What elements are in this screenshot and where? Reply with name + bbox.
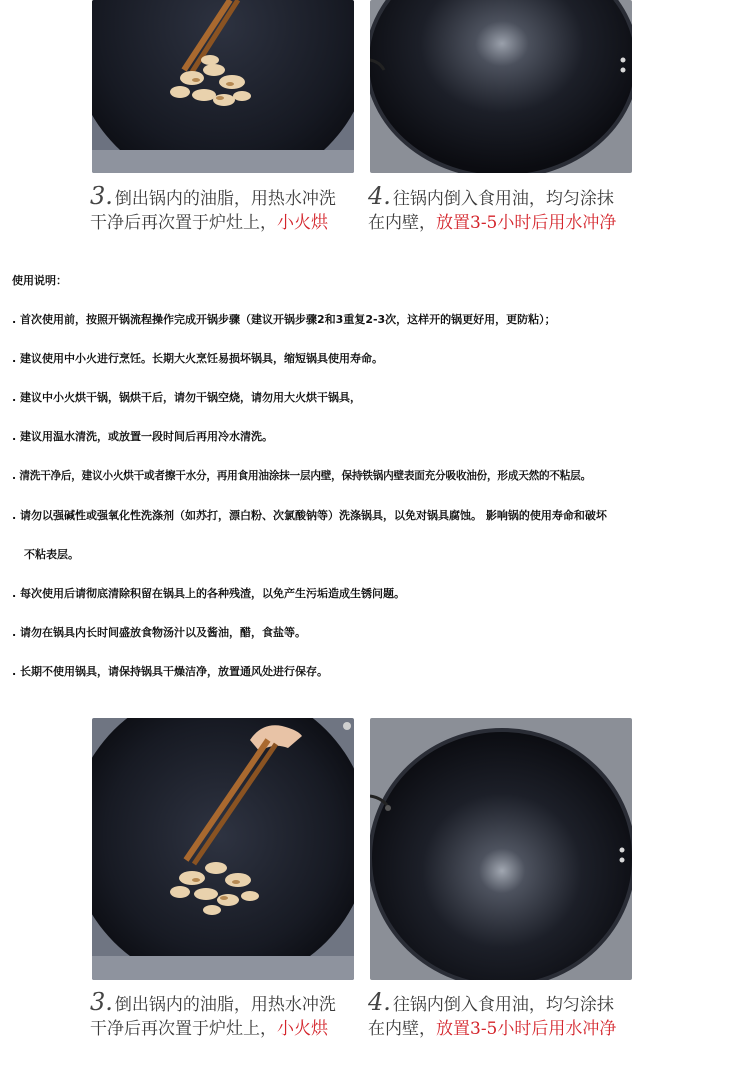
instruction-item-1: . 首次使用前，按照开锅流程操作完成开锅步骤（建议开锅步骤2和3重复2-3次，这样开的锅更好用，更防粘）； [12,313,556,326]
step4-number-bottom: 4. [368,988,391,1016]
step3-highlight-bottom: 小火烘 [277,1019,328,1039]
step3-number: 3. [90,182,113,210]
step3-text-line2-bottom: 干净后再次置于炉灶上， [90,1019,277,1039]
instructions-title: 使用说明： [12,274,67,287]
step4-text-line2: 在内壁， [368,213,436,233]
step4-text-line2-bottom: 在内壁， [368,1019,436,1039]
step4-caption-line2 [368,211,616,235]
instruction-item-7: . 每次使用后请彻底清除积留在锅具上的各种残渣，以免产生污垢造成生锈问题。 [12,587,406,600]
step3-highlight: 小火烘 [277,213,328,233]
step3-caption-line1 [90,184,336,211]
step4-caption-bottom [368,990,616,1041]
step3-caption-bottom-line2 [90,1017,336,1041]
instruction-item-9: . 长期不使用锅具，请保持锅具干燥洁净，放置通风处进行保存。 [12,665,329,678]
step4-highlight-bottom: 放置3-5小时后用水冲净 [436,1019,617,1039]
step3-caption-line2 [90,211,336,235]
step4-highlight: 放置3-5小时后用水冲净 [436,213,617,233]
photo-step3-frying-bottom [92,718,354,980]
step3-caption-bottom-line1 [90,990,336,1017]
step3-number-bottom: 3. [90,988,113,1016]
step4-number: 4. [368,182,391,210]
instruction-item-6-continued: 不粘表层。 [24,548,79,561]
step4-text-line1-bottom: 往锅内倒入食用油，均匀涂抹 [392,995,614,1015]
step3-text-line2: 干净后再次置于炉灶上， [90,213,277,233]
instruction-item-3: . 建议中小火烘干锅，锅烘干后，请勿干锅空烧，请勿用大火烘干锅具， [12,391,362,404]
step3-text-line1-bottom: 倒出锅内的油脂，用热水冲洗 [114,995,336,1015]
instruction-item-4: . 建议用温水清洗，或放置一段时间后再用冷水清洗。 [12,430,274,443]
photo-step4-oil-bottom [370,718,632,980]
photo-step3-frying-top [92,0,354,173]
step4-caption-line1 [368,184,616,211]
instruction-item-5: . 清洗干净后，建议小火烘干或者擦干水分，再用食用油涂抹一层内壁，保持铁锅内壁表面充分吸收油份，形成天然的不粘层。 [12,470,591,482]
instruction-item-6: . 请勿以强碱性或强氧化性洗涤剂（如苏打，漂白粉、次氯酸钠等）洗涤锅具，以免对锅具腐蚀。 影响锅的使用寿命和破坏 [12,509,607,522]
step3-text-line1: 倒出锅内的油脂，用热水冲洗 [114,189,336,209]
step4-caption-bottom-line1 [368,990,616,1017]
step4-text-line1: 往锅内倒入食用油，均匀涂抹 [392,189,614,209]
instruction-item-2: . 建议使用中小火进行烹饪。长期大火烹饪易损坏锅具，缩短锅具使用寿命。 [12,352,384,365]
step3-caption-top [90,184,336,235]
instruction-item-8: . 请勿在锅具内长时间盛放食物汤汁以及酱油，醋，食盐等。 [12,626,307,639]
photo-step4-oil-top [370,0,632,173]
step3-caption-bottom [90,990,336,1041]
step4-caption-top [368,184,616,235]
step4-caption-bottom-line2 [368,1017,616,1041]
